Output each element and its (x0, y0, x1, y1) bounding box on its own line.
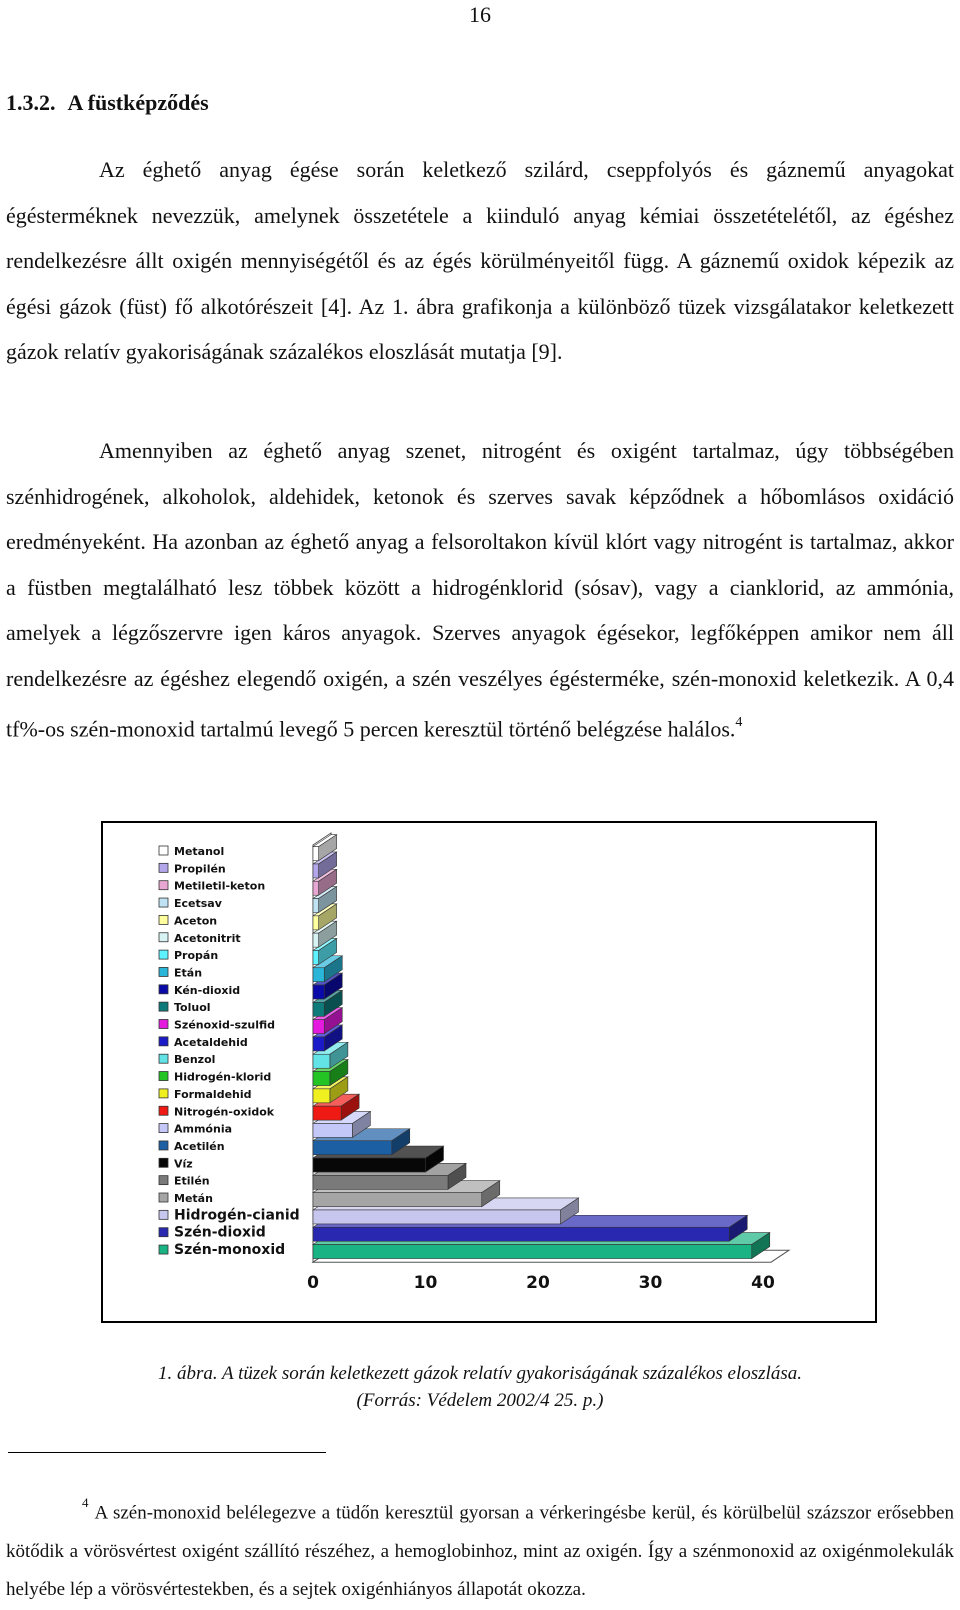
legend-swatch-12 (159, 1054, 168, 1063)
x-tick-label-1: 10 (413, 1273, 438, 1294)
bar-15 (313, 1106, 341, 1120)
legend-swatch-7 (159, 967, 168, 976)
legend-label-4: Aceton (174, 914, 218, 928)
bar-17 (313, 1141, 392, 1155)
legend-swatch-8 (159, 985, 168, 994)
legend-swatch-11 (159, 1037, 168, 1046)
legend-swatch-23 (159, 1245, 168, 1254)
bar-11 (313, 1037, 324, 1051)
section-number: 1.3.2. (6, 90, 56, 115)
legend-swatch-4 (159, 915, 168, 924)
bar-3 (313, 899, 319, 913)
body-paragraph-2-text: Amennyiben az éghető anyag szenet, nitrogént és oxigént tartalmaz, úgy többségében szénhidrogének, alkoholok, aldehidek, ketonok és szerves savak képződnek a hőbomlásos oxidáció eredményeként. Ha azonban az éghető anyag a felsoroltakon kívül klórt vagy nitrogént is tartalmaz, akkor a füstben megtalálható lesz többek között a hidrogénklorid (sósav), vagy a cianklorid, az ammónia, amelyek a légzőszervre igen káros anyagok. Szerves anyagok égésekor, legfőképpen amikor nem áll rendelkezésre az égéshez elegendő oxigén, a szén veszélyes égésterméke, szén-monoxid keletkezik. A 0,4 tf%-os szén-monoxid tartalmú levegő 5 percen keresztül történő belégzése halálos. (6, 438, 954, 741)
legend-swatch-3 (159, 898, 168, 907)
bar-8 (313, 985, 324, 999)
legend-label-21: Hidrogén-cianid (174, 1207, 300, 1224)
legend-swatch-14 (159, 1089, 168, 1098)
legend-swatch-9 (159, 1002, 168, 1011)
x-tick-label-3: 30 (638, 1273, 663, 1294)
legend-label-7: Etán (174, 966, 203, 980)
legend-swatch-6 (159, 950, 168, 959)
legend-swatch-17 (159, 1141, 168, 1150)
bar-12 (313, 1054, 330, 1068)
bar-21 (313, 1210, 561, 1224)
legend-label-16: Ammónia (174, 1122, 233, 1136)
bar-18 (313, 1158, 426, 1172)
legend-swatch-16 (159, 1124, 168, 1133)
legend-label-3: Ecetsav (174, 897, 222, 911)
bar-2 (313, 881, 319, 895)
legend-label-12: Benzol (174, 1053, 216, 1067)
legend-label-11: Acetaldehid (174, 1035, 248, 1049)
legend-label-9: Toluol (174, 1001, 211, 1015)
figure-source: (Forrás: Védelem 2002/4 25. p.) (356, 1390, 604, 1411)
chart-canvas (103, 823, 875, 1321)
footnote-text: A szén-monoxid belélegezve a tüdőn keresztül gyorsan a vérkeringésbe kerül, és körülbelül százszor erősebben kötődik a vörösvértest oxigént szállító részéhez, a hemoglobinhoz, mint az oxigén. Így a szénmonoxid az oxigénmolekulák helyébe lép a vörösvértestekben, és a sejtek oxigénhiányos állapotát okozza. (6, 1502, 954, 1601)
legend-label-0: Metanol (174, 845, 225, 858)
figure-caption: 1. ábra. A tüzek során keletkezett gázok relatív gyakoriságának százalékos eloszlása. (158, 1363, 802, 1384)
legend-swatch-19 (159, 1176, 168, 1185)
gas-distribution-chart (101, 821, 877, 1323)
bar-20 (313, 1193, 482, 1207)
footnote-reference[interactable]: 4 (735, 714, 743, 730)
legend-swatch-5 (159, 933, 168, 942)
section-heading (6, 90, 209, 116)
legend-label-23: Szén-monoxid (174, 1242, 286, 1259)
legend-label-10: Szénoxid-szulfid (174, 1018, 276, 1032)
bar-16 (313, 1123, 352, 1137)
footnote-separator (8, 1452, 326, 1453)
legend-swatch-1 (159, 863, 168, 872)
bar-4 (313, 916, 319, 930)
legend-label-19: Etilén (174, 1174, 210, 1188)
footnote (6, 1488, 954, 1610)
legend-label-14: Formaldehid (174, 1087, 252, 1101)
bar-5 (313, 933, 319, 947)
legend-label-17: Acetilén (174, 1139, 225, 1153)
legend-swatch-15 (159, 1106, 168, 1115)
bar-19 (313, 1175, 448, 1189)
legend-swatch-10 (159, 1020, 168, 1029)
page-number: 16 (469, 2, 491, 27)
x-tick-label-0: 0 (307, 1273, 319, 1294)
bar-10 (313, 1020, 324, 1034)
legend-label-2: Metiletil-keton (174, 879, 266, 893)
bar-14 (313, 1089, 330, 1103)
bar-22 (313, 1227, 729, 1241)
body-paragraph-1: Az éghető anyag égése során keletkező szilárd, cseppfolyós és gáznemű anyagokat égésterméknek nevezzük, amelynek összetétele a kiinduló anyag kémiai összetételétől, az égéshez rendelkezésre állt oxigén mennyiségétől és az égés körülményeitől függ. A gáznemű oxidok képezik az égési gázok (füst) fő alkotórészeit [4]. Az 1. ábra grafikonja a különböző tüzek vizsgálatakor keletkezett gázok relatív gyakoriságának százalékos eloszlását mutatja [9]. (6, 157, 954, 364)
bar-7 (313, 968, 324, 982)
legend-label-5: Acetonitrit (174, 931, 241, 945)
body-paragraph-2 (6, 428, 954, 751)
x-tick-label-2: 20 (526, 1273, 550, 1294)
x-tick-label-4: 40 (751, 1273, 775, 1294)
legend-label-1: Propilén (174, 862, 226, 876)
section-title: A füstképződés (67, 90, 209, 115)
bar-23 (313, 1245, 752, 1259)
legend-label-6: Propán (174, 949, 219, 963)
bar-0 (313, 847, 319, 861)
legend-swatch-2 (159, 881, 168, 890)
bar-13 (313, 1072, 330, 1086)
footnote-mark: 4 (82, 1495, 89, 1510)
legend-label-20: Metán (174, 1192, 213, 1205)
legend-label-13: Hidrogén-klorid (174, 1070, 272, 1084)
bar-9 (313, 1002, 324, 1016)
legend-swatch-18 (159, 1158, 168, 1167)
bar-1 (313, 864, 319, 878)
legend-label-8: Kén-dioxid (174, 983, 241, 997)
legend-swatch-22 (159, 1228, 168, 1237)
bar-6 (313, 950, 319, 964)
legend-label-15: Nitrogén-oxidok (174, 1105, 275, 1119)
legend-label-18: Víz (174, 1157, 193, 1171)
legend-swatch-13 (159, 1072, 168, 1081)
legend-swatch-20 (159, 1193, 168, 1202)
legend-swatch-21 (159, 1210, 168, 1219)
legend-label-22: Szén-dioxid (174, 1224, 266, 1241)
legend-swatch-0 (159, 846, 168, 855)
